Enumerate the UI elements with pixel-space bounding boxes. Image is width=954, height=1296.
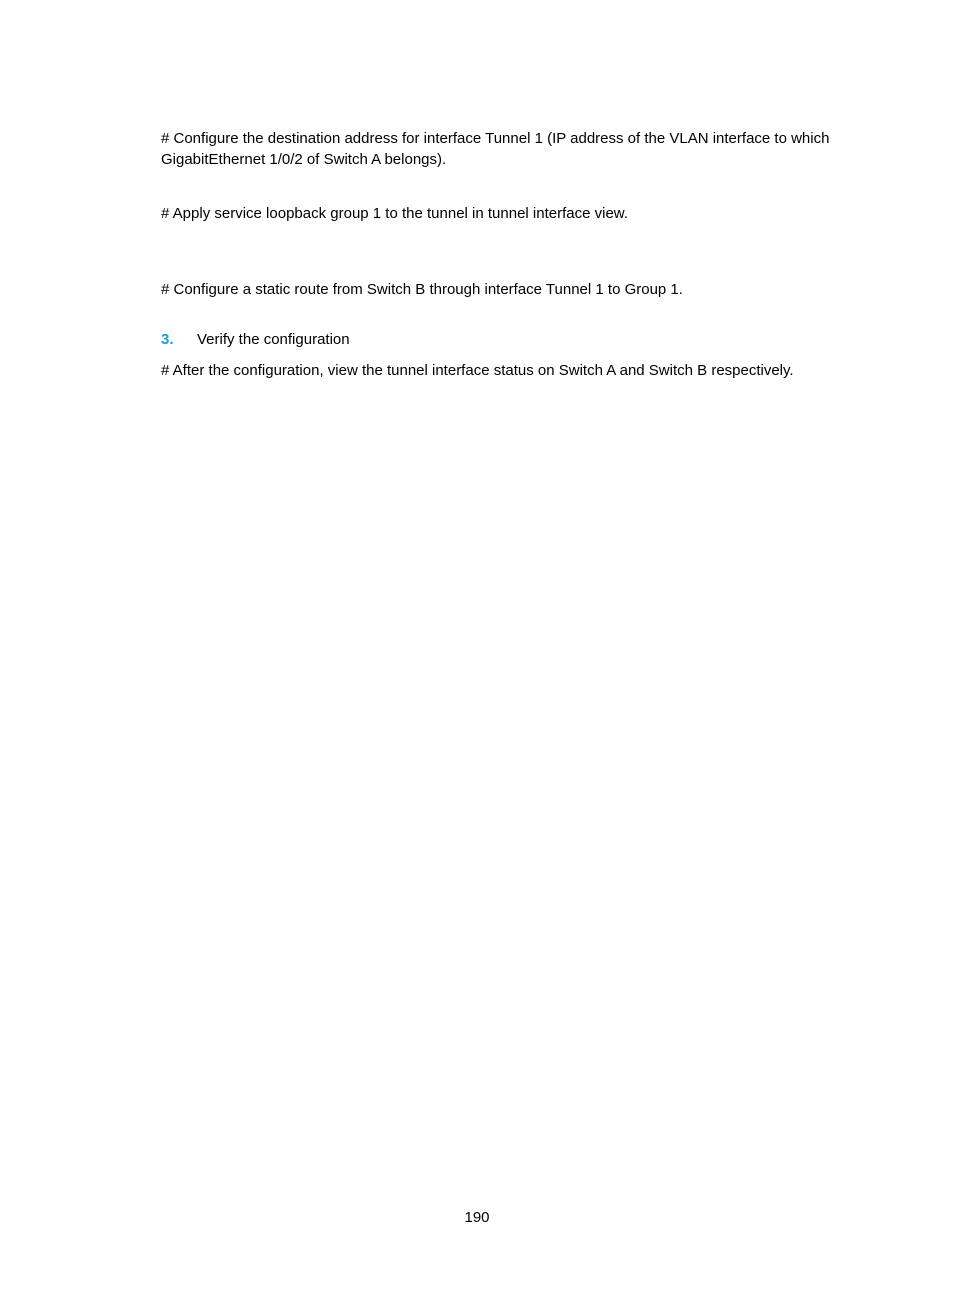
paragraph-destination-address: # Configure the destination address for interface Tunnel 1 (IP address of the VLAN interface to which GigabitEthernet 1/0/2 of Switch A belongs). bbox=[161, 130, 830, 168]
page-number: 190 bbox=[464, 1209, 490, 1226]
paragraph-view-tunnel-status: # After the configuration, view the tunnel interface status on Switch A and Switch B respectively. bbox=[161, 362, 794, 379]
step-number: 3. bbox=[161, 331, 174, 348]
paragraph-static-route: # Configure a static route from Switch B through interface Tunnel 1 to Group 1. bbox=[161, 281, 683, 298]
step-title: Verify the configuration bbox=[197, 331, 350, 348]
step-heading bbox=[161, 329, 350, 350]
paragraph-apply-loopback-group: # Apply service loopback group 1 to the tunnel in tunnel interface view. bbox=[161, 205, 628, 222]
